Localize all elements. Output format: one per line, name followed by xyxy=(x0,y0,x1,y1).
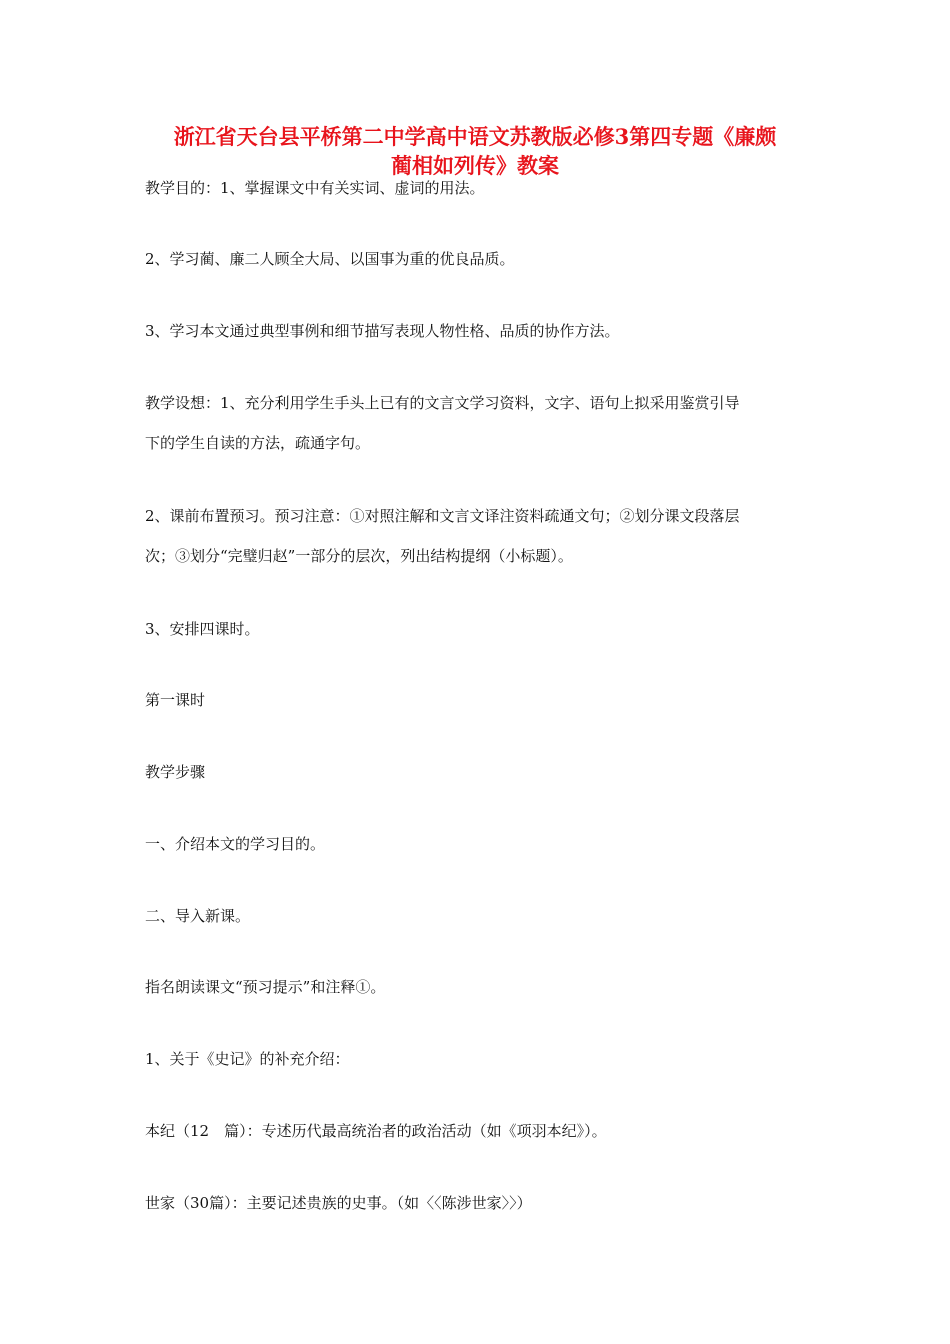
paragraph-teaching-plan-2b: 次；③划分“完璧归赵”一部分的层次，列出结构提纲（小标题）。 xyxy=(145,547,573,565)
paragraph-step-2: 二、导入新课。 xyxy=(145,907,251,925)
paragraph-teaching-steps: 教学步骤 xyxy=(145,763,206,781)
paragraph-shijia: 世家（30篇）：主要记述贵族的史事。（如〈〈陈涉世家〉〉） xyxy=(145,1194,532,1212)
paragraph-teaching-plan-1b: 下的学生自读的方法，疏通字句。 xyxy=(145,434,371,452)
paragraph-step-1: 一、介绍本文的学习目的。 xyxy=(145,835,326,853)
paragraph-reading: 指名朗读课文“预习提示”和注释①。 xyxy=(145,978,386,996)
paragraph-benji: 本纪（12 篇）：专述历代最高统治者的政治活动（如《项羽本纪》）。 xyxy=(145,1122,607,1140)
paragraph-goal-3: 3、学习本文通过典型事例和细节描写表现人物性格、品质的协作方法。 xyxy=(145,322,620,340)
paragraph-teaching-plan-2a: 2、课前布置预习。预习注意：①对照注解和文言文译注资料疏通文句；②划分课文段落层 xyxy=(145,507,740,525)
paragraph-teaching-goals: 教学目的：1、掌握课文中有关实词、虚词的用法。 xyxy=(145,179,485,197)
paragraph-goal-2: 2、学习蔺、廉二人顾全大局、以国事为重的优良品质。 xyxy=(145,250,515,268)
title-line-1: 浙江省天台县平桥第二中学高中语文苏教版必修3第四专题《廉颇 xyxy=(173,124,777,149)
paragraph-teaching-plan-3: 3、安排四课时。 xyxy=(145,620,260,638)
paragraph-first-lesson: 第一课时 xyxy=(145,691,206,709)
paragraph-shiji-intro: 1、关于《史记》的补充介绍： xyxy=(145,1050,350,1068)
paragraph-teaching-plan-1a: 教学设想：1、充分利用学生手头上已有的文言文学习资料，文字、语句上拟采用鉴赏引导 xyxy=(145,394,740,412)
title-line-2: 蔺相如列传》教案 xyxy=(391,153,559,178)
